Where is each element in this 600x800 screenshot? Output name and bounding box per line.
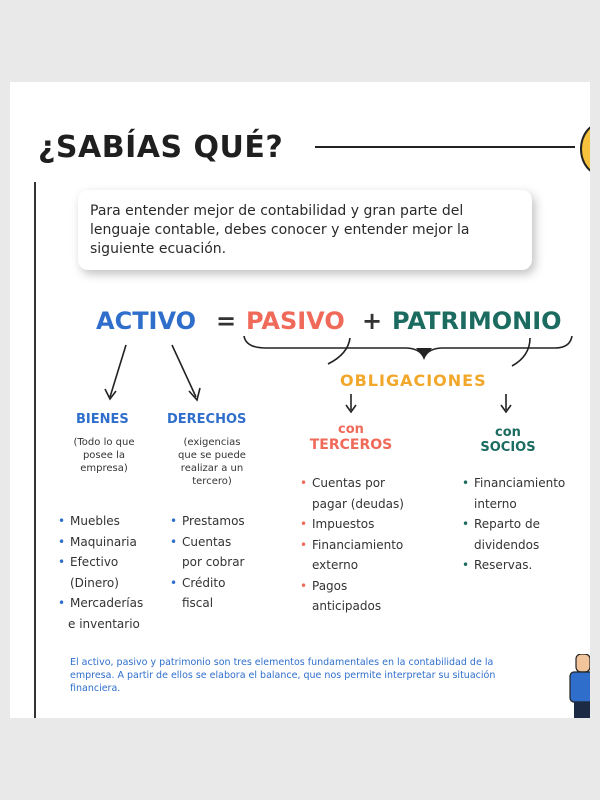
bienes-title: BIENES [76,412,129,427]
list-item: • Pagos [300,578,348,593]
bienes-note: (Todo lo que posee la empresa) [73,437,135,474]
list-item: • Efectivo [58,555,119,569]
list-item: • Financiamiento [300,537,404,552]
list-item: • Muebles [58,514,120,528]
arrow-to-derechos-icon [172,345,196,397]
footer-text: El activo, pasivo y patrimonio son tres elementos fundamentales en la contabilidad de la empresa. A partir de ellos se elabora el balance, que nos permite interpretar su situación financiera. [70,657,496,694]
list-item: anticipados [312,599,382,613]
list-item: • Impuestos [300,517,375,531]
bienes-list [58,511,168,634]
list-item: • Mercaderías [58,596,144,610]
brace-obligaciones-icon [244,336,572,358]
list-item: • Maquinaria [58,534,137,549]
intro-text: Para entender mejor de contabilidad y gran parte del lenguaje contable, debes conocer y entender mejor la siguiente ecuación. [90,203,470,257]
list-item: • Financiamiento [462,476,566,490]
derechos-list [170,511,270,614]
list-item: • Reparto de [462,517,540,531]
list-item: (Dinero) [70,575,119,590]
list-item: fiscal [182,596,214,610]
hook-right-icon [512,338,530,366]
list-item: externo [312,558,359,572]
arrow-to-bienes-icon [110,345,126,397]
equation-plus: + [362,307,383,335]
socios-heading: con SOCIOS [480,425,536,455]
page-title: ¿SABÍAS QUÉ? [38,130,284,165]
derechos-note: (exigencias que se puede realizar a un tercero) [178,437,246,487]
terceros-list [300,473,420,617]
equation-pasivo: PASIVO [246,307,345,335]
list-item: • Crédito [170,575,226,590]
infographic-card [10,82,590,718]
equation-patrimonio: PATRIMONIO [392,307,562,335]
list-item: dividendos [474,537,540,552]
hook-left-icon [328,338,350,364]
list-item: • Cuentas [170,534,232,549]
brace-pointer-icon [416,348,432,358]
obligaciones-label: OBLIGACIONES [340,371,487,390]
equation-equals: = [216,307,237,335]
terceros-heading: con TERCEROS [309,422,393,453]
person-illustration-icon [566,654,590,718]
list-item: pagar (deudas) [312,496,404,511]
list-item: • Cuentas por [300,476,385,490]
list-item: e inventario [68,616,140,631]
socios-list [462,473,584,576]
list-item: por cobrar [182,555,245,569]
derechos-title: DERECHOS [167,412,247,427]
equation-activo: ACTIVO [96,307,197,335]
list-item: interno [474,496,517,511]
list-item: • Prestamos [170,514,245,528]
list-item: • Reservas. [462,558,533,572]
